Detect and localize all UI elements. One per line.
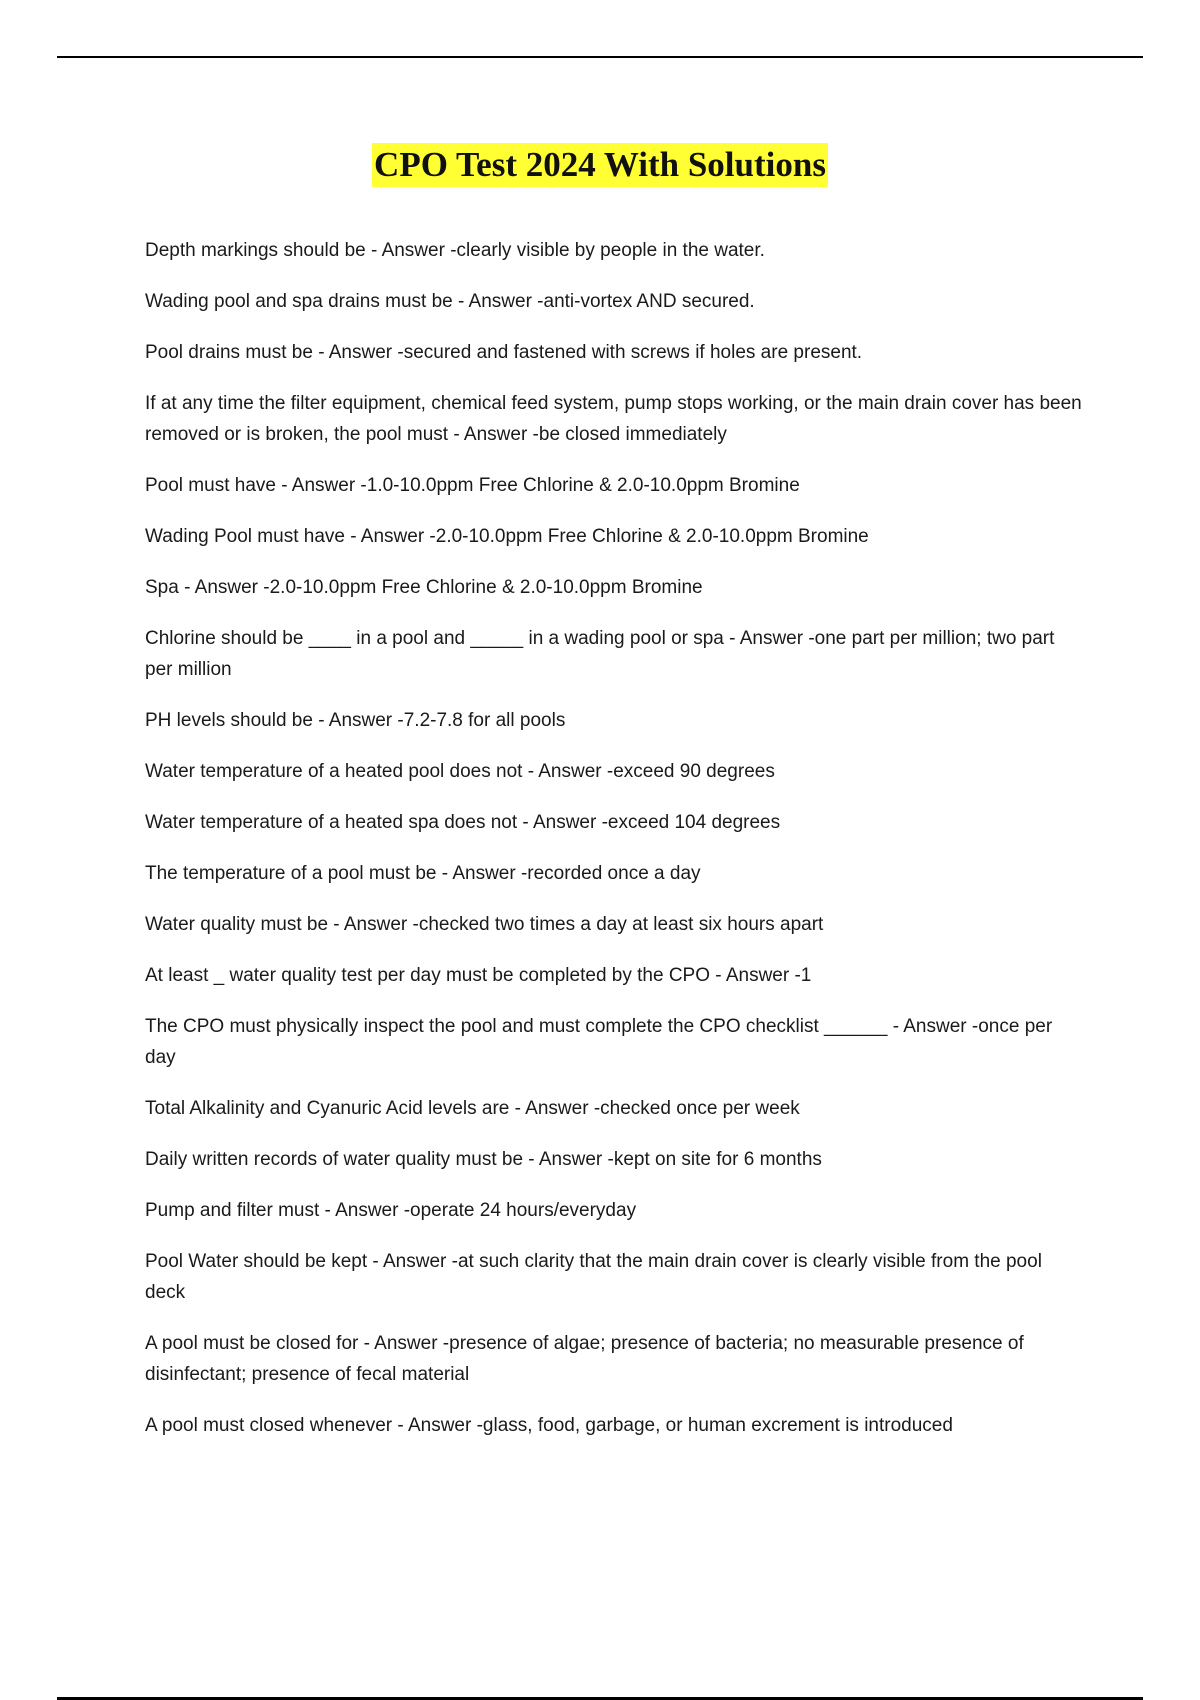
qa-item: Depth markings should be - Answer -clearly visible by people in the water. (145, 240, 765, 261)
title-container (0, 143, 1200, 187)
qa-item: PH levels should be - Answer -7.2-7.8 for all pools (145, 710, 566, 731)
qa-list (145, 235, 1085, 1461)
qa-item: Pool drains must be - Answer -secured and fastened with screws if holes are present. (145, 342, 863, 363)
qa-item: At least _ water quality test per day must be completed by the CPO - Answer -1 (145, 965, 812, 986)
qa-item: The temperature of a pool must be - Answer -recorded once a day (145, 863, 701, 884)
qa-item: Spa - Answer -2.0-10.0ppm Free Chlorine & 2.0-10.0ppm Bromine (145, 577, 703, 598)
qa-item: Chlorine should be ____ in a pool and _____ in a wading pool or spa - Answer -one part per million; two part per million (145, 628, 1055, 680)
qa-item: Total Alkalinity and Cyanuric Acid levels are - Answer -checked once per week (145, 1098, 800, 1119)
qa-item: Pool Water should be kept - Answer -at such clarity that the main drain cover is clearly visible from the pool deck (145, 1251, 1042, 1303)
qa-item: Water quality must be - Answer -checked two times a day at least six hours apart (145, 914, 824, 935)
qa-item: Wading Pool must have - Answer -2.0-10.0ppm Free Chlorine & 2.0-10.0ppm Bromine (145, 526, 869, 547)
qa-item: A pool must closed whenever - Answer -glass, food, garbage, or human excrement is introduced (145, 1415, 953, 1436)
qa-item: Pump and filter must - Answer -operate 24 hours/everyday (145, 1200, 637, 1221)
qa-item: Wading pool and spa drains must be - Answer -anti-vortex AND secured. (145, 291, 755, 312)
qa-item: Water temperature of a heated pool does not - Answer -exceed 90 degrees (145, 761, 775, 782)
qa-item: If at any time the filter equipment, chemical feed system, pump stops working, or the main drain cover has been removed or is broken, the pool must - Answer -be closed immediately (145, 393, 1082, 445)
document-title: CPO Test 2024 With Solutions (372, 143, 828, 187)
qa-item: Pool must have - Answer -1.0-10.0ppm Free Chlorine & 2.0-10.0ppm Bromine (145, 475, 800, 496)
header-rule (57, 56, 1143, 58)
qa-item: Daily written records of water quality must be - Answer -kept on site for 6 months (145, 1149, 822, 1170)
qa-item: Water temperature of a heated spa does not - Answer -exceed 104 degrees (145, 812, 781, 833)
qa-item: A pool must be closed for - Answer -presence of algae; presence of bacteria; no measurable presence of disinfectant; presence of fecal material (145, 1333, 1024, 1385)
qa-item: The CPO must physically inspect the pool and must complete the CPO checklist ______ - Answer -once per day (145, 1016, 1053, 1068)
